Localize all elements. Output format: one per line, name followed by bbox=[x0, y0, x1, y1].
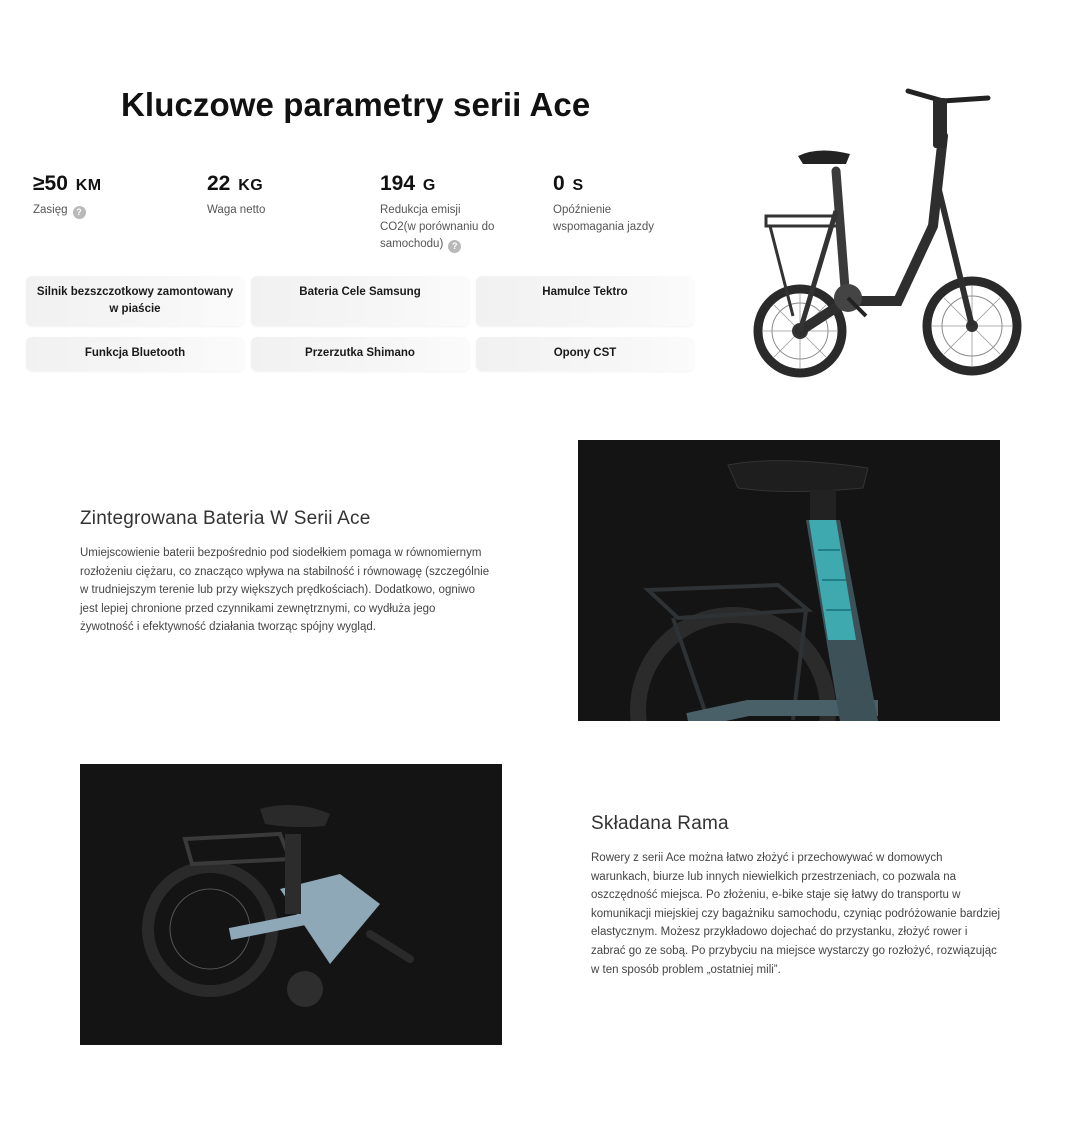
section-title: Zintegrowana Bateria W Serii Ace bbox=[80, 508, 371, 529]
feature-chip: Opony CST bbox=[476, 337, 694, 371]
stat-value: 194 G bbox=[380, 172, 436, 195]
stat-range bbox=[33, 172, 193, 219]
hero-bike-image bbox=[748, 76, 1028, 396]
stat-label: Waga netto bbox=[207, 204, 266, 216]
feature-chip: Funkcja Bluetooth bbox=[26, 337, 244, 371]
section-title: Składana Rama bbox=[591, 813, 729, 834]
page-title: Kluczowe parametry serii Ace bbox=[121, 86, 591, 123]
stats-row bbox=[33, 172, 733, 262]
feature-chip: Przerzutka Shimano bbox=[251, 337, 469, 371]
stat-weight bbox=[207, 172, 367, 219]
section-text: Rowery z serii Ace można łatwo złożyć i przechowywać w domowych warunkach, biurze lub innych niewielkich przestrzeniach, co pozwala na oszczędność miejsca. Po złożeniu, e-bike staje się łatwy do transportu w komunikacji miejskiej czy bagażniku samochodu, czyniąc podróżowanie bardziej elastycznym. Możesz przykładowo dojechać do przystanku, złożyć rower i zabrać go ze sobą. Po przybyciu na miejsce wystarczy go rozłożyć, rozwiązując w ten sposób problem „ostatniej mili”. bbox=[591, 852, 1001, 976]
stat-value: ≥50 KM bbox=[33, 172, 102, 195]
help-icon[interactable]: ? bbox=[73, 206, 86, 219]
folded-bike-photo bbox=[80, 764, 502, 1045]
stat-label: Zasięg ? bbox=[33, 202, 193, 219]
help-icon[interactable]: ? bbox=[448, 240, 461, 253]
feature-chip: Bateria Cele Samsung bbox=[251, 276, 469, 326]
feature-chip: Hamulce Tektro bbox=[476, 276, 694, 326]
feature-chip: Silnik bezszczotkowy zamontowany w piaście bbox=[26, 276, 244, 326]
stat-label: Redukcja emisji CO2(w porównaniu do samochodu) ? bbox=[380, 204, 495, 251]
stat-label: Opóźnienie wspomagania jazdy bbox=[553, 204, 655, 233]
battery-photo bbox=[578, 440, 1000, 721]
stat-value: 0 S bbox=[553, 172, 584, 195]
section-text: Umiejscowienie baterii bezpośrednio pod siodełkiem pomaga w równomiernym rozłożeniu ciężaru, co znacząco wpływa na stabilność i równowagę (szczególnie w trudniejszym terenie lub przy większych prędkościach). Dodatkowo, ogniwo jest lepiej chronione przed czynnikami zewnętrznymi, co wydłuża jego żywotność i efektywność działania tworząc spójny wygląd. bbox=[80, 547, 490, 634]
stat-value: 22 KG bbox=[207, 172, 264, 195]
stat-co2 bbox=[380, 172, 498, 253]
stat-delay bbox=[553, 172, 673, 236]
